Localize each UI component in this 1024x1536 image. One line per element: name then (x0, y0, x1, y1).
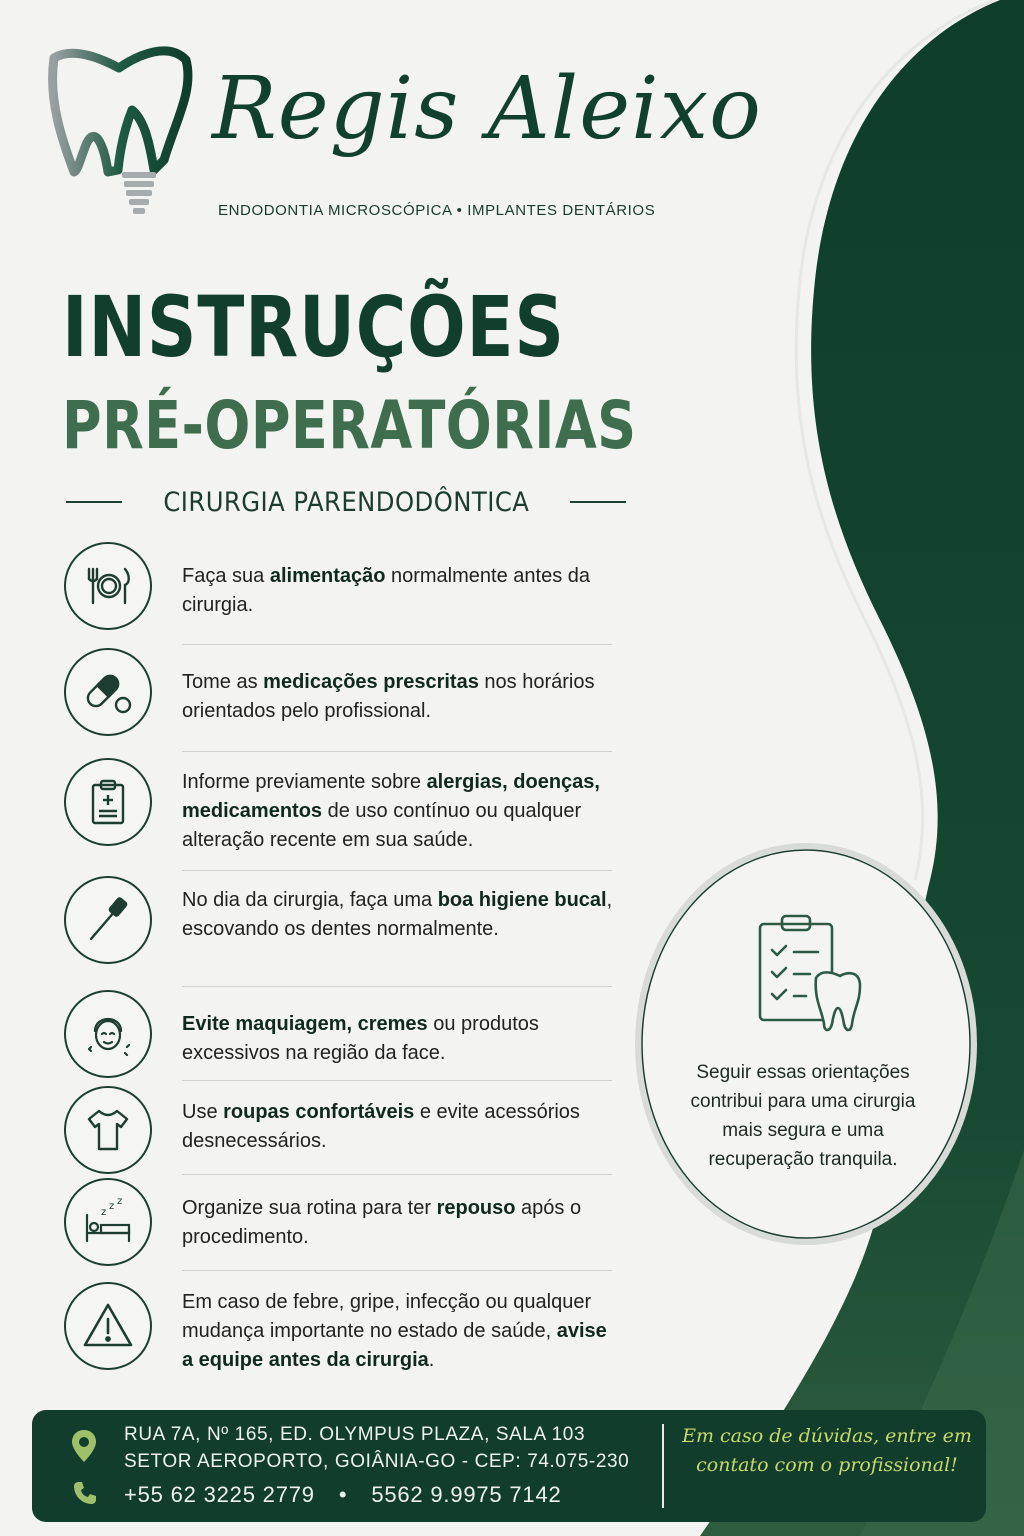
phone-numbers (124, 1482, 562, 1508)
instruction-text: Faça sua alimentação normalmente antes da cirurgia. (182, 565, 590, 616)
item-separator (182, 1080, 612, 1081)
footer-divider (662, 1424, 664, 1508)
instruction-text: Informe previamente sobre alergias, doenças, medicamentos de uso contínuo ou qualquer alteração recente em sua saúde. (182, 771, 600, 851)
instruction-text: Use roupas confortáveis e evite acessórios desnecessários. (182, 1101, 580, 1152)
address-line-2: SETOR AEROPORTO, GOIÂNIA-GO - CEP: 74.075-230 (124, 1451, 630, 1472)
warning-triangle-icon (64, 1282, 152, 1370)
instruction-text: Organize sua rotina para ter repouso após o procedimento. (182, 1197, 582, 1248)
contact-note: Em caso de dúvidas, entre em contato com o profissional! (682, 1425, 972, 1476)
pill-capsule-icon (64, 648, 152, 736)
brand-tagline: ENDODONTIA MICROSCÓPICA • IMPLANTES DENTÁRIOS (218, 202, 656, 219)
phone-2[interactable]: 5562 9.9975 7142 (371, 1482, 562, 1507)
item-separator (182, 986, 612, 987)
item-separator (182, 870, 612, 871)
svg-text:z: z (109, 1201, 115, 1212)
instruction-text: Evite maquiagem, cremes ou produtos excessivos na região da face. (182, 1013, 539, 1064)
svg-text:z: z (101, 1207, 107, 1218)
item-separator (182, 1174, 612, 1175)
address-line-1: RUA 7A, Nº 165, ED. OLYMPUS PLAZA, SALA 103 (124, 1424, 586, 1445)
page-title: INSTRUÇÕES (62, 278, 565, 376)
item-separator (182, 644, 612, 645)
bed-sleep-icon (64, 1178, 152, 1266)
brand-name: Regis Aleixo (212, 59, 762, 159)
instruction-text: Tome as medicações prescritas nos horários orientados pelo profissional. (182, 671, 595, 722)
divider-left (66, 501, 122, 503)
badge-text: Seguir essas orientações contribui para uma cirurgia mais segura e uma recuperação tranquila. (690, 1062, 916, 1170)
tooth-implant-icon (44, 40, 194, 220)
cutlery-plate-icon (64, 542, 152, 630)
phone-1[interactable]: +55 62 3225 2779 (124, 1482, 315, 1507)
page-title-secondary: PRÉ-OPERATÓRIAS (62, 387, 637, 464)
svg-text:z: z (117, 1196, 123, 1207)
tshirt-icon (64, 1086, 152, 1174)
instruction-text: No dia da cirurgia, faça uma boa higiene bucal, escovando os dentes normalmente. (182, 889, 613, 940)
item-separator (182, 1270, 612, 1271)
location-pin-icon (70, 1428, 98, 1464)
phone-separator: • (338, 1482, 348, 1507)
subtitle-row (66, 484, 626, 520)
checklist-tooth-icon (752, 912, 864, 1036)
subtitle: CIRURGIA PARENDODÔNTICA (163, 486, 529, 518)
phone-icon (72, 1480, 98, 1506)
footer (32, 1410, 986, 1522)
toothbrush-icon (64, 876, 152, 964)
face-sparkle-icon (64, 990, 152, 1078)
instruction-text: Em caso de febre, gripe, infecção ou qualquer mudança importante no estado de saúde, avise a equipe antes da cirurgia. (182, 1291, 607, 1371)
medical-clipboard-icon (64, 758, 152, 846)
item-separator (182, 751, 612, 752)
divider-right (570, 501, 626, 503)
